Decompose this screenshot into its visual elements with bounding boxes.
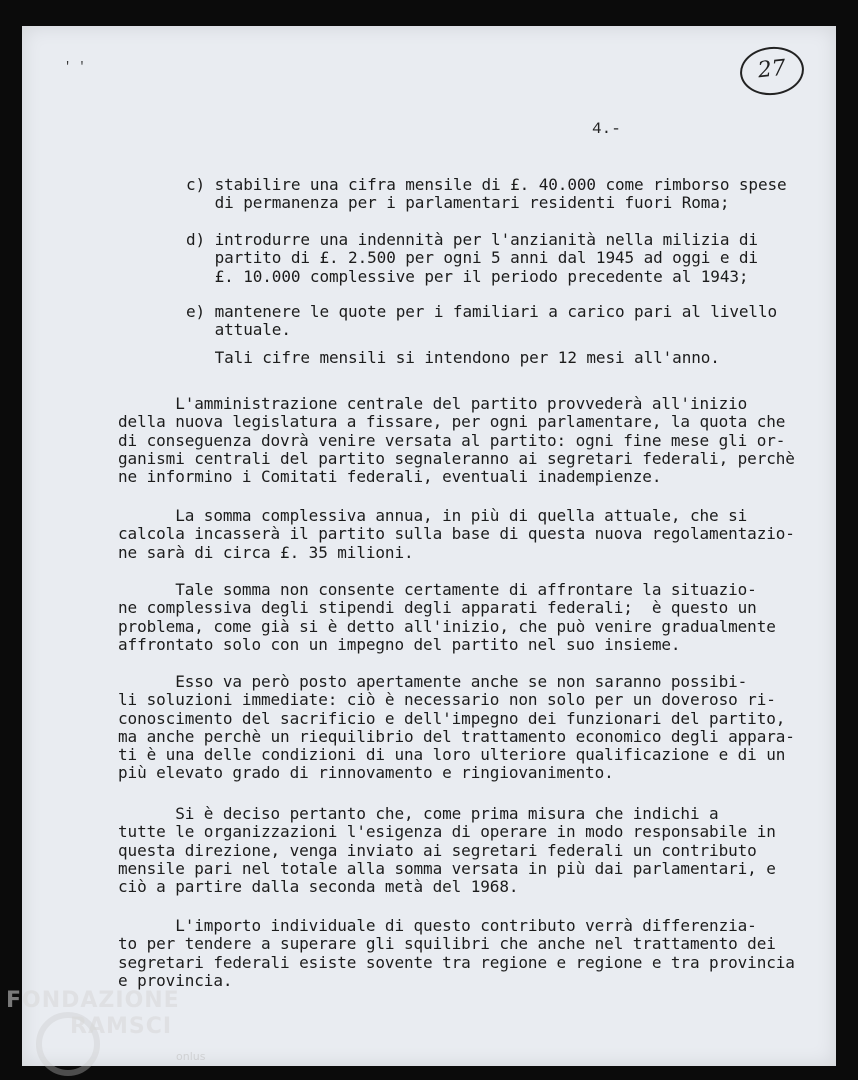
margin-marks: ' ' bbox=[64, 60, 86, 74]
page-number: 4.- bbox=[592, 120, 621, 138]
paragraph-5: Si è deciso pertanto che, come prima misura che indichi a tutte le organizzazioni l'esigenza di operare in modo responsabile in questa direzione, venga inviato ai segretari federali un contributo mensile pari nel totale alla somma versata in più dai parlamentari, e ciò a partire dalla seconda metà del 1968. bbox=[118, 804, 776, 897]
watermark-subtitle: onlus bbox=[176, 1050, 206, 1063]
paragraph-6: L'importo individuale di questo contributo verrà differenzia- to per tendere a superare gli squilibri che anche nel trattamento dei segretari federali esiste sovente tra regione e regione e tra provincia e provincia. bbox=[118, 916, 795, 990]
archive-page-stamp: 27 bbox=[738, 44, 807, 98]
list-item-c: c) stabilire una cifra mensile di £. 40.000 come rimborso spese di permanenza per i parlamentari residenti fuori Roma; bbox=[186, 175, 787, 213]
paragraph-3: Tale somma non consente certamente di affrontare la situazio- ne complessiva degli stipendi degli apparati federali; è questo un problema, come già si è detto all'inizio, che può venire gradualmente affrontato solo con un impegno del partito nel suo insieme. bbox=[118, 580, 776, 654]
paragraph-1: L'amministrazione centrale del partito provvederà all'inizio della nuova legislatura a fissare, per ogni parlamentare, la quota che di conseguenza dovrà venire versata al partito: ogni fine mese gli or- ganismi centrali del partito segnaleranno ai segretari federali, perchè ne informino i Comitati federali, eventuali inadempienze. bbox=[118, 394, 795, 487]
watermark-line2: RAMSCI bbox=[70, 1014, 173, 1039]
watermark-line1: FONDAZIONE bbox=[6, 988, 180, 1013]
watermark-logo bbox=[6, 988, 180, 1040]
paragraph-2: La somma complessiva annua, in più di quella attuale, che si calcola incasserà il partito sulla base di questa nuova regolamentazio- ne sarà di circa £. 35 milioni. bbox=[118, 506, 795, 562]
list-item-e: e) mantenere le quote per i familiari a carico pari al livello attuale. bbox=[186, 302, 778, 340]
paragraph-4: Esso va però posto apertamente anche se non saranno possibi- li soluzioni immediate: ciò è necessario non solo per un doveroso ri- conoscimento del sacrificio e dell'impegno dei funzionari del partito, ma anche perchè un riequilibrio del trattamento economico degli appara- ti è una delle condizioni di una loro ulteriore qualificazione e di un più elevato grado di rinnovamento e ringiovanimento. bbox=[118, 672, 795, 783]
note-line: Tali cifre mensili si intendono per 12 mesi all'anno. bbox=[186, 348, 720, 367]
list-item-d: d) introdurre una indennità per l'anzianità nella milizia di partito di £. 2.500 per ogni 5 anni dal 1945 ad oggi e di £. 10.000 complessive per il periodo precedente al 1943; bbox=[186, 230, 758, 286]
